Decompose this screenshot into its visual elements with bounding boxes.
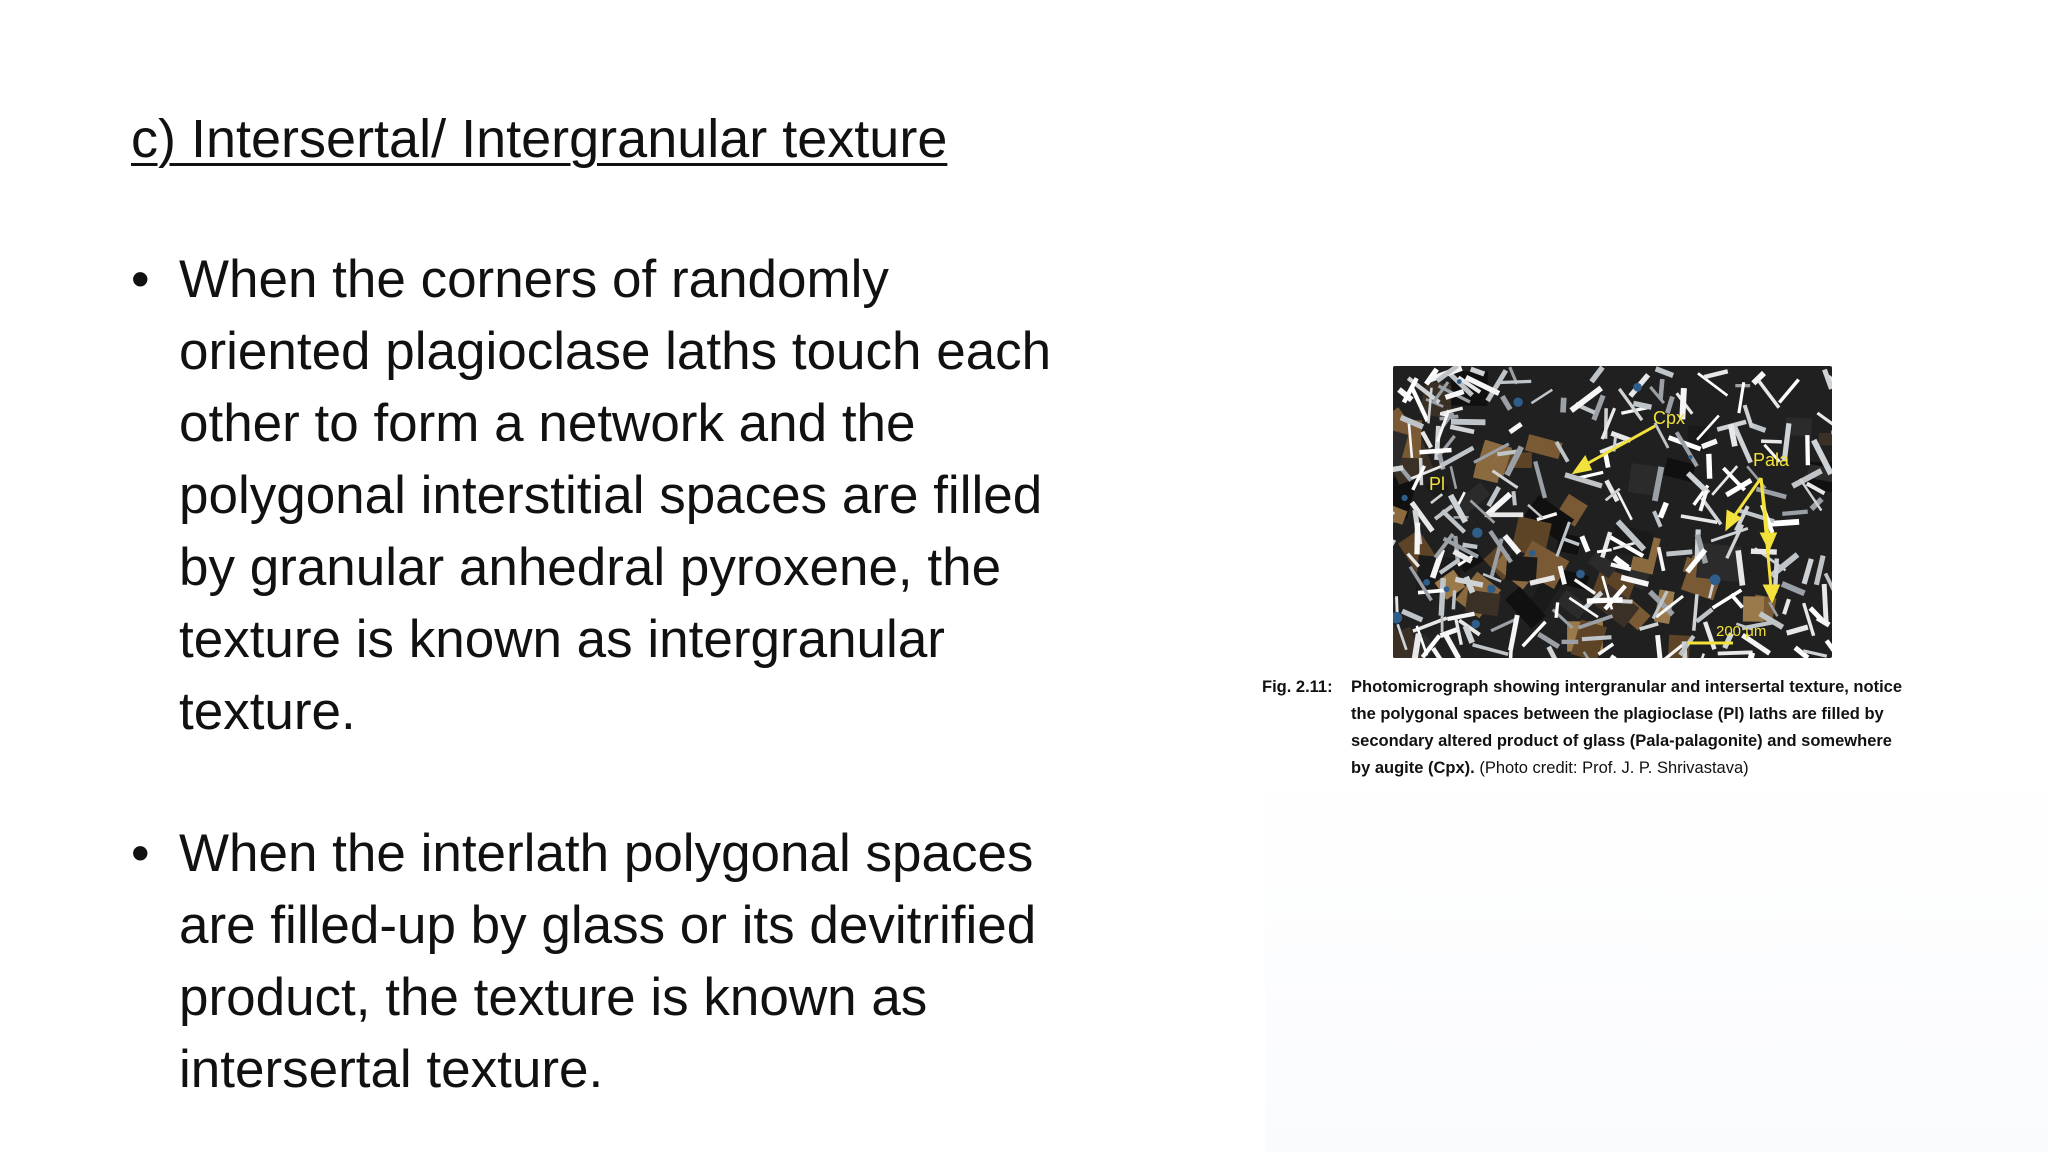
- bullet-line: texture is known as intergranular: [179, 610, 945, 669]
- plagioclase-lath: [1666, 549, 1692, 556]
- bullet-1: [131, 244, 1111, 748]
- plagioclase-lath: [1546, 646, 1561, 658]
- plagioclase-lath: [1450, 425, 1475, 435]
- plagioclase-lath: [1658, 502, 1669, 519]
- plagioclase-lath: [1537, 632, 1560, 649]
- plagioclase-lath: [1508, 615, 1520, 651]
- plagioclase-lath: [1718, 650, 1753, 655]
- blue-grain: [1487, 585, 1496, 594]
- caption-text: [1351, 674, 2048, 782]
- plagioclase-lath: [1393, 539, 1396, 566]
- plagioclase-lath: [1814, 555, 1826, 585]
- blue-grain: [1457, 379, 1462, 384]
- plagioclase-lath: [1802, 558, 1814, 584]
- label-pala: Pala: [1753, 450, 1790, 470]
- plagioclase-lath: [1499, 380, 1531, 384]
- bullet-line: texture.: [179, 682, 356, 741]
- plagioclase-lath: [1414, 523, 1420, 555]
- blue-grain: [1633, 383, 1642, 392]
- plagioclase-lath: [1600, 532, 1612, 559]
- plagioclase-lath: [1591, 395, 1605, 421]
- bullet-line: product, the texture is known as: [179, 968, 928, 1027]
- bullet-line: other to form a network and the: [179, 394, 916, 453]
- interstitial-patch: [1818, 433, 1832, 446]
- blue-grain: [1402, 495, 1408, 501]
- plagioclase-lath: [1500, 395, 1512, 411]
- plagioclase-lath: [1599, 441, 1625, 454]
- plagioclase-lath: [1751, 549, 1777, 555]
- bullet-1-text: [179, 244, 1111, 748]
- plagioclase-lath: [1562, 640, 1579, 644]
- bullet-line: by granular anhedral pyroxene, the: [179, 538, 1002, 597]
- blue-grain: [1444, 586, 1450, 592]
- plagioclase-lath: [1617, 492, 1633, 521]
- blue-grain: [1471, 620, 1480, 629]
- plagioclase-lath: [1822, 584, 1829, 622]
- caption-line: Photomicrograph showing intergranular and intersertal texture, notice: [1351, 678, 1903, 696]
- interstitial-patch: [1743, 596, 1764, 622]
- blue-grain: [1688, 455, 1692, 459]
- plagioclase-lath: [1531, 389, 1553, 405]
- plagioclase-lath: [1711, 527, 1749, 542]
- plagioclase-lath: [1693, 653, 1705, 658]
- plagioclase-lath: [1778, 378, 1800, 403]
- plagioclase-lath: [1434, 533, 1455, 559]
- slide-title: c) Intersertal/ Intergranular texture: [131, 109, 948, 169]
- bullet-marker: •: [131, 250, 150, 309]
- plagioclase-lath: [1441, 604, 1444, 632]
- caption-line-end: by augite (Cpx).: [1351, 759, 1475, 777]
- plagioclase-lath: [1805, 435, 1810, 465]
- bullet-marker: •: [131, 824, 150, 883]
- plagioclase-lath: [1782, 510, 1808, 517]
- photo-credit: (Photo credit: Prof. J. P. Shrivastava): [1474, 759, 1749, 777]
- plagioclase-lath: [1781, 581, 1806, 596]
- label-pl: Pl: [1429, 474, 1446, 494]
- plagioclase-lath: [1704, 369, 1729, 379]
- plagioclase-lath: [1472, 643, 1509, 656]
- bullet-2: [131, 818, 1111, 1106]
- plagioclase-lath: [1757, 380, 1780, 409]
- bullet-line: polygonal interstitial spaces are filled: [179, 466, 1043, 525]
- bullet-2-text: [179, 818, 1111, 1106]
- plagioclase-lath: [1681, 514, 1718, 524]
- scale-bar-label: 200 μm: [1716, 623, 1767, 640]
- photomicrograph: [1393, 366, 1832, 658]
- caption-line: the polygonal spaces between the plagioclase (Pl) laths are filled by: [1351, 705, 1884, 723]
- plagioclase-lath: [1450, 466, 1458, 489]
- plagioclase-lath: [1761, 439, 1782, 443]
- plagioclase-lath: [1657, 547, 1666, 571]
- plagioclase-lath: [1655, 635, 1664, 658]
- plagioclase-lath: [1560, 398, 1566, 413]
- plagioclase-lath: [1822, 369, 1832, 390]
- blue-grain: [1529, 550, 1536, 557]
- plagioclase-lath: [1589, 366, 1604, 383]
- plagioclase-lath: [1771, 519, 1800, 527]
- plagioclase-lath: [1451, 419, 1486, 425]
- figure-number: Fig. 2.11:: [1262, 678, 1333, 696]
- plagioclase-lath: [1508, 422, 1522, 434]
- blue-grain: [1513, 398, 1522, 407]
- plagioclase-lath: [1485, 512, 1524, 517]
- plagioclase-lath: [1809, 606, 1824, 621]
- plagioclase-lath: [1655, 366, 1674, 378]
- plagioclase-lath: [1401, 609, 1423, 623]
- label-cpx: Cpx: [1653, 408, 1686, 428]
- plagioclase-lath: [1782, 599, 1791, 615]
- plagioclase-lath: [1695, 608, 1713, 624]
- plagioclase-lath: [1533, 461, 1547, 499]
- caption-line: secondary altered product of glass (Pala-palagonite) and somewhere: [1351, 732, 1892, 750]
- bullet-line: When the interlath polygonal spaces: [179, 824, 1034, 883]
- plagioclase-lath: [1756, 487, 1787, 500]
- blue-grain: [1576, 570, 1585, 579]
- bullet-line: are filled-up by glass or its devitrified: [179, 896, 1037, 955]
- plagioclase-lath: [1600, 654, 1617, 658]
- plagioclase-lath: [1658, 379, 1664, 399]
- plagioclase-lath: [1786, 625, 1809, 636]
- bullet-line: oriented plagioclase laths touch each: [179, 322, 1052, 381]
- plagioclase-lath: [1579, 535, 1590, 552]
- plagioclase-lath: [1511, 491, 1516, 506]
- blue-grain: [1393, 612, 1402, 624]
- blue-grain: [1710, 574, 1721, 585]
- bullet-line: intersertal texture.: [179, 1040, 604, 1099]
- plagioclase-lath: [1816, 412, 1832, 431]
- plagioclase-lath: [1712, 588, 1743, 609]
- interstitial-patch: [1557, 590, 1589, 620]
- plagioclase-lath: [1703, 621, 1717, 650]
- blue-grain: [1472, 528, 1482, 538]
- bullet-line: When the corners of randomly: [179, 250, 889, 309]
- blue-grain: [1423, 579, 1430, 586]
- plagioclase-lath: [1463, 625, 1475, 644]
- plagioclase-lath: [1692, 594, 1699, 631]
- plagioclase-lath: [1706, 454, 1712, 479]
- caption-line-last: [1351, 755, 2048, 782]
- background-fade: [1265, 760, 2048, 1152]
- interstitial-patch: [1465, 590, 1501, 617]
